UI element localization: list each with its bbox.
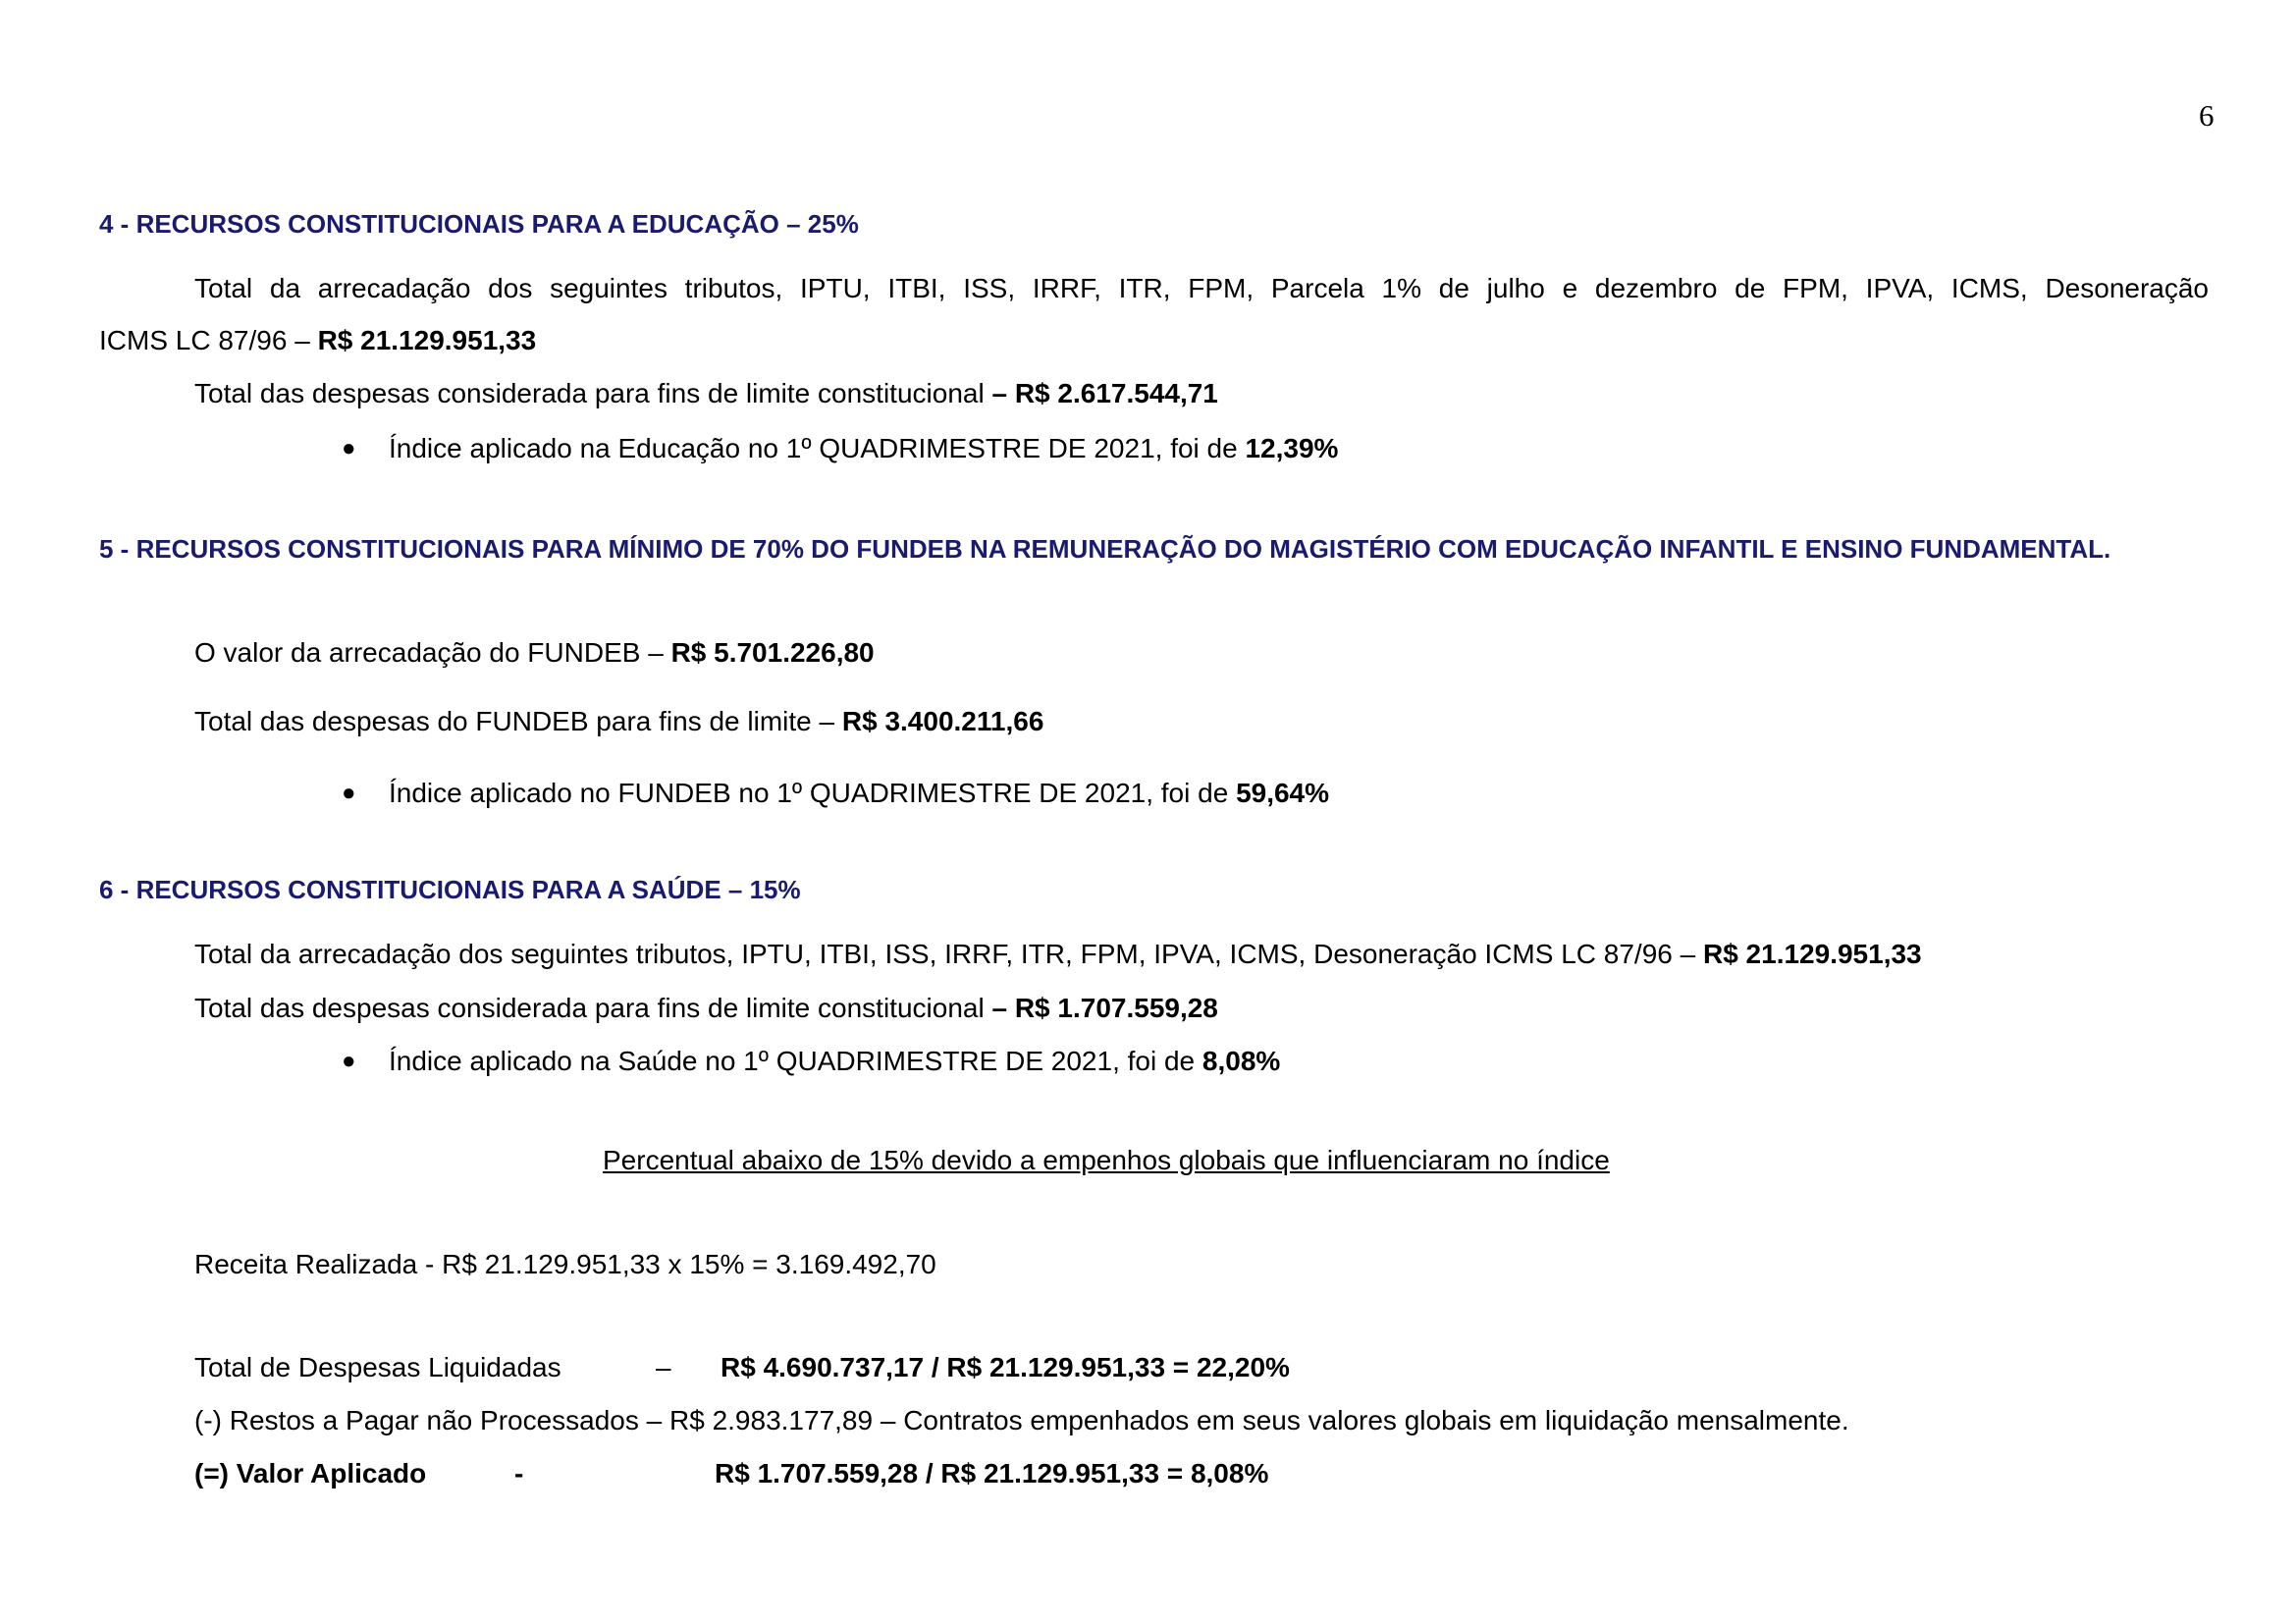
despesas-liquidadas-label: Total de Despesas Liquidadas: [194, 1352, 561, 1382]
section5-p1-text: O valor da arrecadação do FUNDEB –: [194, 637, 671, 668]
section5-paragraph1: [194, 636, 875, 670]
restos-a-pagar: (-) Restos a Pagar não Processados – R$ 2.983.177,89 – Contratos empenhados em seus valores globais em liquidação mensalmente.: [194, 1405, 1849, 1435]
valor-aplicado-dash: [514, 1457, 523, 1490]
section5-paragraph2: [194, 705, 1043, 738]
despesas-liquidadas-value-text: R$ 4.690.737,17 / R$ 21.129.951,33 = 22,20%: [721, 1352, 1290, 1382]
valor-aplicado-label: [194, 1457, 426, 1490]
section4-paragraph1-line2: [99, 324, 536, 357]
section6-bullet: [389, 1045, 1280, 1078]
section5-bullet-icon: ●: [342, 780, 356, 806]
valor-aplicado-label-text: (=) Valor Aplicado: [194, 1458, 427, 1489]
section6-p1-value: R$ 21.129.951,33: [1702, 939, 1922, 969]
section5-bullet-text: Índice aplicado no FUNDEB no 1º QUADRIMESTRE DE 2021, foi de: [389, 778, 1237, 808]
valor-aplicado-value: [715, 1457, 1268, 1490]
section6-bullet-icon: ●: [342, 1048, 356, 1074]
section4-paragraph1-line1: Total da arrecadação dos seguintes tributos, IPTU, ITBI, ISS, IRRF, ITR, FPM, Parcela 1% de julho e dezembro de FPM, IPVA, ICMS, Desoneração: [194, 273, 2209, 303]
section6-note-text: Percentual abaixo de 15% devido a empenhos globais que influenciaram no índice: [603, 1145, 1610, 1175]
section6-paragraph1: [194, 938, 1922, 971]
section5-bullet-value: 59,64%: [1236, 778, 1330, 808]
section6-p1-text: Total da arrecadação dos seguintes tributos, IPTU, ITBI, ISS, IRRF, ITR, FPM, IPVA, ICMS, Desoneração ICMS LC 87/96 –: [194, 939, 1703, 969]
section4-paragraph2: [194, 377, 1218, 410]
page-number: 6: [2199, 98, 2215, 133]
section4-bullet-text: Índice aplicado na Educação no 1º QUADRIMESTRE DE 2021, foi de: [389, 433, 1246, 463]
despesas-liquidadas-value: [721, 1351, 1290, 1384]
section4-p1-line2-text: ICMS LC 87/96 –: [99, 325, 318, 355]
section4-heading: 4 - RECURSOS CONSTITUCIONAIS PARA A EDUCAÇÃO – 25%: [99, 209, 859, 239]
section5-heading: 5 - RECURSOS CONSTITUCIONAIS PARA MÍNIMO DE 70% DO FUNDEB NA REMUNERAÇÃO DO MAGISTÉRIO COM EDUCAÇÃO INFANTIL E ENSINO FUNDAMENTAL.: [99, 534, 2111, 564]
receita-realizada: Receita Realizada - R$ 21.129.951,33 x 15% = 3.169.492,70: [194, 1249, 936, 1279]
section4-bullet-icon: ●: [342, 435, 356, 461]
section6-bullet-text: Índice aplicado na Saúde no 1º QUADRIMESTRE DE 2021, foi de: [389, 1046, 1202, 1076]
section6-note: [603, 1144, 1610, 1177]
section5-p2-value: R$ 3.400.211,66: [841, 706, 1044, 736]
section4-bullet-value: 12,39%: [1245, 433, 1339, 463]
section6-heading: 6 - RECURSOS CONSTITUCIONAIS PARA A SAÚDE – 15%: [99, 875, 801, 904]
section6-paragraph2: [194, 992, 1218, 1025]
section4-p2-text: Total das despesas considerada para fins de limite constitucional: [194, 378, 992, 408]
section6-p2-text: Total das despesas considerada para fins de limite constitucional: [194, 993, 992, 1023]
valor-aplicado-value-text: R$ 1.707.559,28 / R$ 21.129.951,33 = 8,08%: [715, 1458, 1269, 1489]
section4-bullet: [389, 432, 1338, 465]
section6-p2-value: – R$ 1.707.559,28: [991, 993, 1218, 1023]
section4-p2-value: – R$ 2.617.544,71: [991, 378, 1218, 408]
section4-p1-value: R$ 21.129.951,33: [317, 325, 537, 355]
section6-bullet-value: 8,08%: [1201, 1046, 1281, 1076]
valor-aplicado-dash-text: -: [514, 1458, 524, 1489]
section5-p1-value: R$ 5.701.226,80: [670, 637, 875, 668]
section5-p2-text: Total das despesas do FUNDEB para fins de limite –: [194, 706, 842, 736]
despesas-liquidadas-dash: –: [656, 1352, 671, 1382]
section5-bullet: [389, 777, 1329, 810]
